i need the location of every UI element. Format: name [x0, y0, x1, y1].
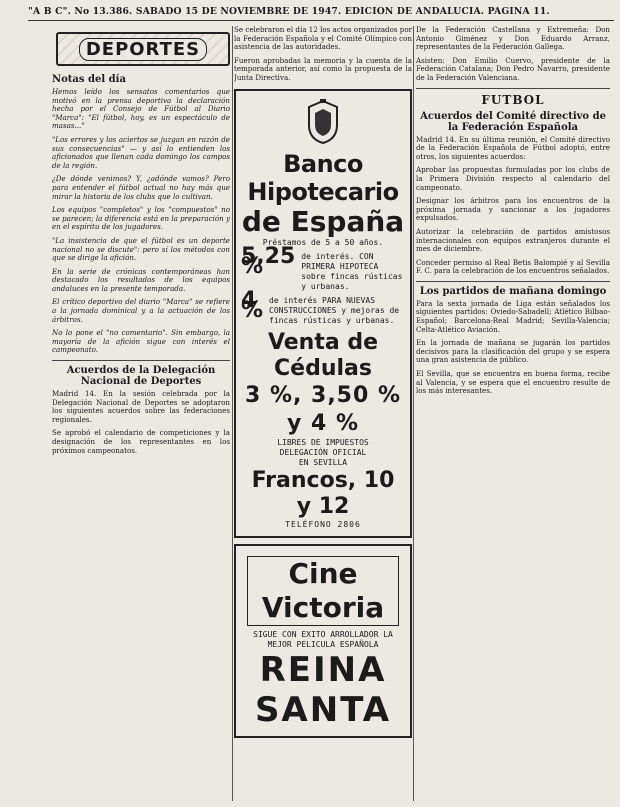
right-column	[416, 26, 610, 801]
rate-value: 5,25 %	[241, 243, 296, 279]
article-paragraph: Madrid 14. En su última reunión, el Comité directivo de la Federación Española de Fútbol adoptó, entre otros, los siguientes acuerdos:	[416, 134, 610, 161]
cedulas-heading: Venta de Cédulas	[267, 329, 379, 381]
middle-column	[234, 26, 412, 801]
article-paragraph: El Sevilla, que se encuentra en buena forma, recibe al Valencia, y se espera que el encuentro resulte de los más interesantes.	[416, 369, 610, 396]
article-paragraph: Madrid 14. En la sesión celebrada por la Delegación Nacional de Deportes se adoptaron los siguientes acuerdos sobre las federaciones regionales.	[52, 389, 230, 424]
column-rule	[413, 26, 414, 801]
page-header: "A B C". No 13.386. SABADO 15 DE NOVIEMBRE DE 1947. EDICION DE ANDALUCIA. PAGINA 11.	[28, 6, 614, 21]
rate-row	[241, 243, 405, 292]
futbol-subtitle: Acuerdos del Comité directivo de la Federación Española	[420, 110, 606, 133]
notes-title: Notas del día	[52, 74, 126, 85]
delegation-title: Acuerdos de la Delegación Nacional de Deportes	[66, 365, 216, 388]
article-paragraph: Los equipos "completos" y los "compuestos" no se parecen; la diferencia está en la preparación y en el espíritu de los jugadores.	[52, 205, 230, 232]
article-paragraph: Fueron aprobadas la memoria y la cuenta de la temporada anterior, así como la propuesta de la Junta Directiva.	[234, 55, 412, 82]
rate-value: 4 %	[241, 287, 264, 323]
office-address: Francos, 10 y 12	[251, 467, 395, 519]
article-paragraph: El crítico deportivo del diario "Marca" se refiere a la jornada dominical y a la actuación de los árbitros.	[52, 297, 230, 324]
cedulas-rates: 3 %, 3,50 %	[244, 382, 401, 408]
cinema-name: Cine Victoria	[247, 556, 399, 626]
office-line-2: EN SEVILLA	[298, 457, 348, 467]
article-paragraph: "La insistencia de que el fútbol es un deporte nacional no se discute": pero sí los métodos con que se dirige la afición.	[52, 235, 230, 263]
rate-description: de interés PARA NUEVAS CONSTRUCCIONES y mejoras de fincas rústicas y urbanas.	[269, 295, 400, 325]
article-paragraph: "Los errores y los aciertos se juzgan en razón de sus consecuencias" — y así lo entienden los aficionados que llenan cada domingo los campos de la región.	[52, 134, 230, 170]
rate-description: de interés. CON PRIMERA HIPOTECA sobre fincas rústicas y urbanas.	[301, 251, 403, 291]
divider	[416, 88, 610, 89]
divider	[416, 281, 610, 282]
article-paragraph: Se celebraron el día 12 los actos organizados por la Federación Española y el Comité Olímpico con asistencia de las autoridades.	[234, 26, 412, 52]
bank-advertisement	[234, 89, 412, 538]
column-rule	[232, 26, 233, 801]
article-paragraph: Para la sexta jornada de Liga están señalados los siguientes partidos: Oviedo-Sabadell; Atlético Bilbao-Español; Barcelona-Real Madrid; Sevilla-Valencia; Celta-Atlético Aviación.	[416, 298, 610, 334]
cedulas-rate-3: y 4 %	[286, 410, 359, 436]
article-paragraph: Hemos leído los sensatos comentarios que motivó en la prensa deportiva la declaración hecha por el Consejo de Fútbol al Diario "Marca": "El fútbol, hoy, es un espectáculo de masas..."	[52, 87, 230, 131]
coat-of-arms-icon	[303, 99, 343, 145]
article-paragraph: Asisten: Don Emilio Cuervo, presidente de la Federación Catalana; Don Pedro Navarro, presidente de la Federación Valenciana.	[416, 55, 610, 82]
office-line-1: DELEGACIÓN OFICIAL	[279, 447, 367, 457]
sports-banner	[56, 32, 230, 66]
bank-name: Banco Hipotecario	[247, 149, 399, 206]
article-paragraph: Conceder permiso al Real Betis Balompié y al Sevilla F. C. para la celebración de los encuentros señalados.	[416, 257, 610, 276]
article-paragraph: No lo pone el "no comentario". Sin embargo, la mayoría de la afición sigue con interés el campeonato.	[52, 328, 230, 355]
tax-free-note: LIBRES DE IMPUESTOS	[277, 437, 369, 447]
loan-terms: Préstamos de 5 a 50 años.	[262, 237, 384, 247]
article-paragraph: De la Federación Castellana y Extremeña: Don Antonio Giménez y Don Eduardo Arranz, representantes de la Federación Gallega.	[416, 26, 610, 52]
futbol-title: FUTBOL	[481, 92, 545, 107]
article-paragraph: Designar los árbitros para los encuentros de la próxima jornada y sancionar a los jugadores expulsados.	[416, 196, 610, 223]
sports-banner-title: DEPORTES	[79, 38, 207, 61]
cinema-advertisement	[234, 544, 412, 738]
article-paragraph: Autorizar la celebración de partidos amistosos internacionales con equipos extranjeros durante el mes de diciembre.	[416, 226, 610, 254]
divider	[52, 360, 230, 361]
bank-name-line2: de España	[241, 204, 405, 238]
left-column	[52, 26, 230, 801]
office-phone: TELÉFONO 2806	[285, 519, 361, 529]
cinema-subtitle: SIGUE CON EXITO ARROLLADOR LA MEJOR PELICULA ESPAÑOLA	[253, 629, 393, 649]
article-paragraph: En la serie de crónicas contemporáneas han destacado los resultados de los equipos andaluces en la presente temporada.	[52, 266, 230, 293]
article-paragraph: ¿De dónde venimos? Y, ¿adónde vamos? Pero para entender el fútbol actual no hay más que mirar la historia de los clubs que lo cultivan.	[52, 174, 230, 201]
film-title: REINA SANTA	[254, 649, 392, 730]
article-paragraph: En la jornada de mañana se jugarán los partidos decisivos para la clasificación del grupo y se espera una gran asistencia de público.	[416, 338, 610, 365]
matches-title: Los partidos de mañana domingo	[419, 285, 607, 297]
rate-row	[241, 287, 405, 326]
article-paragraph: Aprobar las propuestas formuladas por los clubs de la Primera División respecto al calendario del campeonato.	[416, 165, 610, 192]
article-paragraph: Se aprobó el calendario de competiciones y la designación de los representantes en los próximos campeonatos.	[52, 428, 230, 455]
